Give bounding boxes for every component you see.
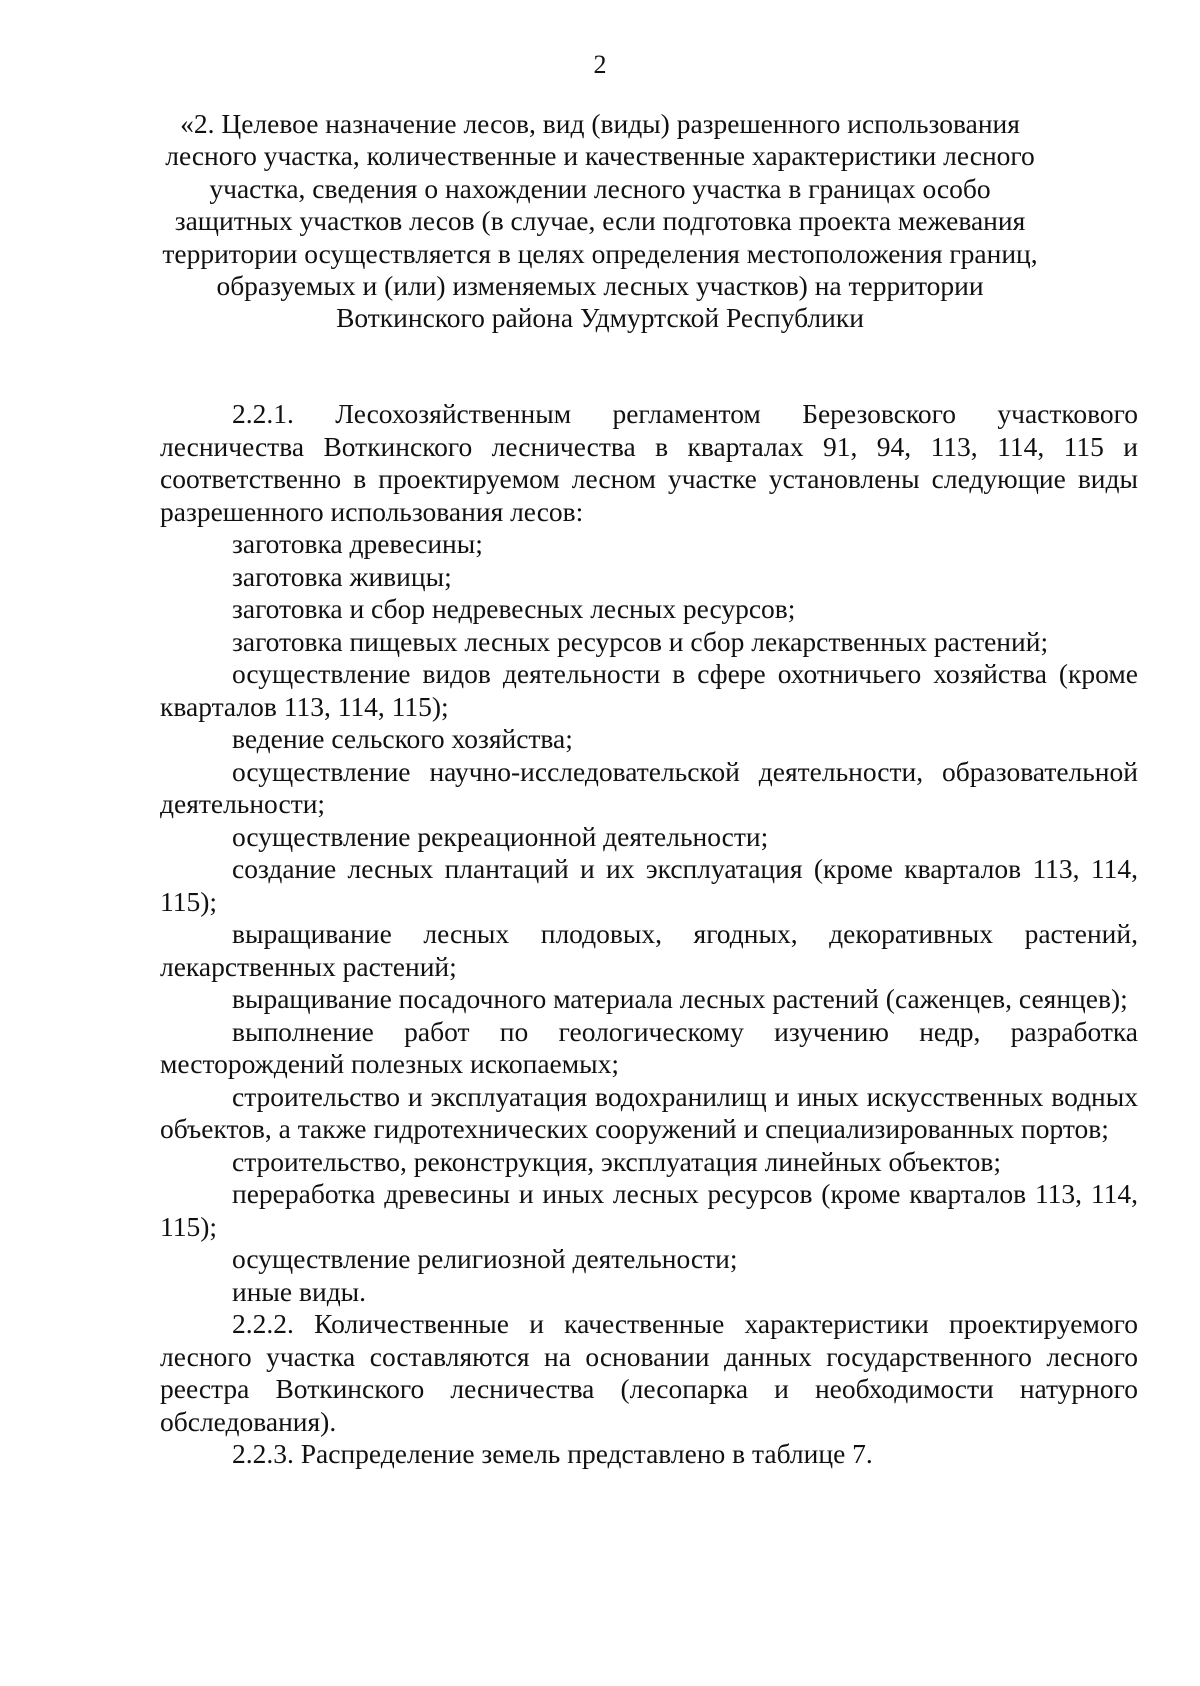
list-item: осуществление религиозной деятельности;	[232, 1243, 738, 1274]
list-item: выполнение работ по геологическому изучению недр, разработка месторождений полезных ископаемых;	[160, 1015, 1138, 1079]
list-item: строительство и эксплуатация водохранилищ и иных искусственных водных объектов, а также гидротехнических сооружений и специализированных портов;	[160, 1080, 1138, 1144]
list-item: переработка древесины и иных лесных ресурсов (кроме кварталов 113, 114, 115);	[160, 1178, 1138, 1242]
list-item: иные виды.	[232, 1275, 367, 1307]
page-number: 2	[593, 50, 607, 79]
paragraph-2-2-3: 2.2.3. Распределение земель представлено в таблице 7.	[232, 1438, 873, 1469]
paragraph-2-2-1: 2.2.1. Лесохозяйственным регламентом Березовского участкового лесничества Воткинского лесничества в кварталах 91, 94, 113, 114, 115 и соответственно в проектируемом лесном участке установлены следующие виды разрешенного использования лесов:	[160, 398, 1138, 527]
paragraph-2-2-2: 2.2.2. Количественные и качественные характеристики проектируемого лесного участка составляются на основании данных государственного лесного реестра Воткинского лесничества (лесопарка и необходимости натурного обследования).	[160, 1308, 1138, 1437]
list-item: заготовка древесины;	[232, 528, 483, 559]
list-item: осуществление научно-исследовательской деятельности, образовательной деятельности;	[160, 755, 1138, 819]
list-item: осуществление видов деятельности в сфере охотничьего хозяйства (кроме кварталов 113, 114, 115);	[160, 658, 1138, 722]
document-body	[160, 398, 1138, 1471]
list-item: строительство, реконструкция, эксплуатация линейных объектов;	[232, 1145, 1001, 1177]
list-item: ведение сельского хозяйства;	[232, 723, 573, 754]
section-heading: «2. Целевое назначение лесов, вид (виды) разрешенного использования лесного участка, количественные и качественные характеристики лесного участка, сведения о нахождении лесного участка в границах особо защитных участков лесов (в случае, если подготовка проекта межевания территории осуществляется в целях определения местоположения границ, образуемых и (или) изменяемых лесных участков) на территории Воткинского района Удмуртской Республики	[162, 108, 1038, 334]
list-item: создание лесных плантаций и их эксплуатация (кроме кварталов 113, 114, 115);	[160, 853, 1138, 917]
list-item: заготовка пищевых лесных ресурсов и сбор лекарственных растений;	[232, 625, 1049, 657]
list-item: выращивание лесных плодовых, ягодных, декоративных растений, лекарственных растений;	[160, 918, 1138, 982]
list-item: заготовка и сбор недревесных лесных ресурсов;	[232, 593, 796, 624]
list-item: заготовка живицы;	[232, 560, 452, 592]
list-item: выращивание посадочного материала лесных растений (саженцев, сеянцев);	[232, 983, 1128, 1014]
list-item: осуществление рекреационной деятельности;	[232, 820, 769, 852]
